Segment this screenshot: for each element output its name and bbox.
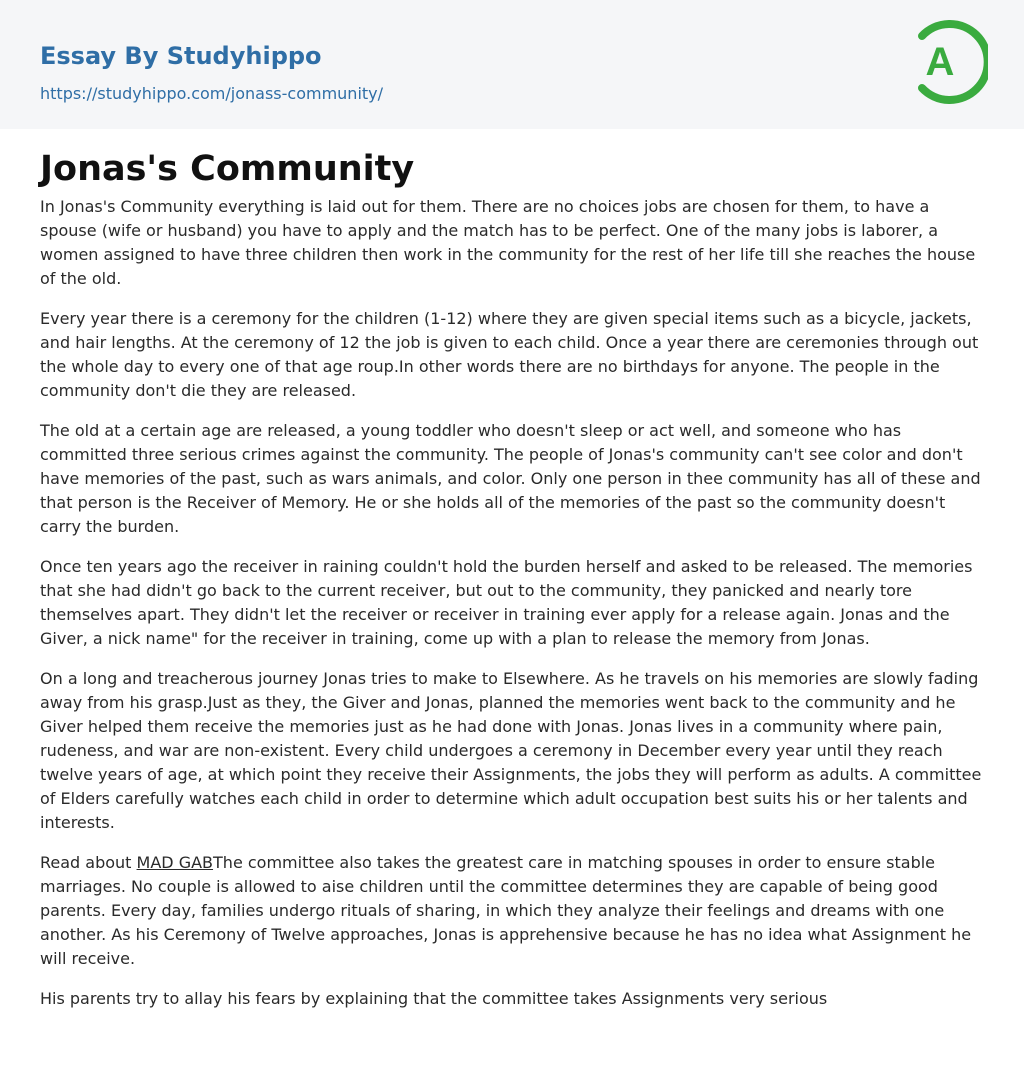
page-title: Jonas's Community [40,149,415,189]
paragraph: On a long and treacherous journey Jonas tries to make to Elsewhere. As he travels on his memories are slowly fading away from his grasp.Just as they, the Giver and Jonas, planned the memories went back to the community and he Giver helped them receive the memories just as he had done with Jonas. Jonas lives in a community where pain, rudeness, and war are non-existent. Every child undergoes a ceremony in December every year until they reach twelve years of age, at which point they receive their Assignments, the jobs they will perform as adults. A committee of Elders carefully watches each child in order to determine which adult occupation best suits his or her talents and interests. [40,669,982,832]
read-about-prefix: Read about [40,853,137,872]
paragraph: In Jonas's Community everything is laid out for them. There are no choices jobs are chosen for them, to have a spouse (wife or husband) you have to apply and the match has to be perfect. One of the many jobs is laborer, a women assigned to have three children then work in the community for the rest of her life till she reaches the house of the old. [40,197,976,288]
studyhippo-logo-icon[interactable] [912,18,988,106]
logo-letter: A [925,40,955,84]
mad-gab-link[interactable]: MAD GAB [136,853,214,872]
paragraph-read-about [40,851,984,971]
paragraph: His parents try to allay his fears by explaining that the committee takes Assignments very serious [40,989,828,1008]
site-title[interactable]: Essay By Studyhippo [40,42,322,70]
article [0,147,1024,1011]
essay-url-link[interactable]: https://studyhippo.com/jonass-community/ [40,84,384,103]
paragraph: Every year there is a ceremony for the children (1-12) where they are given special items such as a bicycle, jackets, and hair lengths. At the ceremony of 12 the job is given to each child. Once a year there are ceremonies through out the whole day to every one of that age roup.In other words there are no birthdays for anyone. The people in the community don't die they are released. [40,309,979,400]
paragraph: Once ten years ago the receiver in raining couldn't hold the burden herself and asked to be released. The memories that she had didn't go back to the current receiver, but out to the community, they panicked and nearly tore themselves apart. They didn't let the receiver or receiver in training ever apply for a release again. Jonas and the Giver, a nick name" for the receiver in training, come up with a plan to release the memory from Jonas. [40,557,973,648]
site-header [0,0,1024,129]
paragraph: The old at a certain age are released, a young toddler who doesn't sleep or act well, and someone who has committed three serious crimes against the community. The people of Jonas's community can't see color and don't have memories of the past, such as wars animals, and color. Only one person in thee community has all of these and that person is the Receiver of Memory. He or she holds all of the memories of the past so the community doesn't carry the burden. [40,421,981,536]
read-about-text: The committee also takes the greatest care in matching spouses in order to ensure stable marriages. No couple is allowed to aise children until the committee determines they are capable of being good parents. Every day, families undergo rituals of sharing, in which they analyze their feelings and dreams with one another. As his Ceremony of Twelve approaches, Jonas is apprehensive because he has no idea what Assignment he will receive. [40,853,972,968]
